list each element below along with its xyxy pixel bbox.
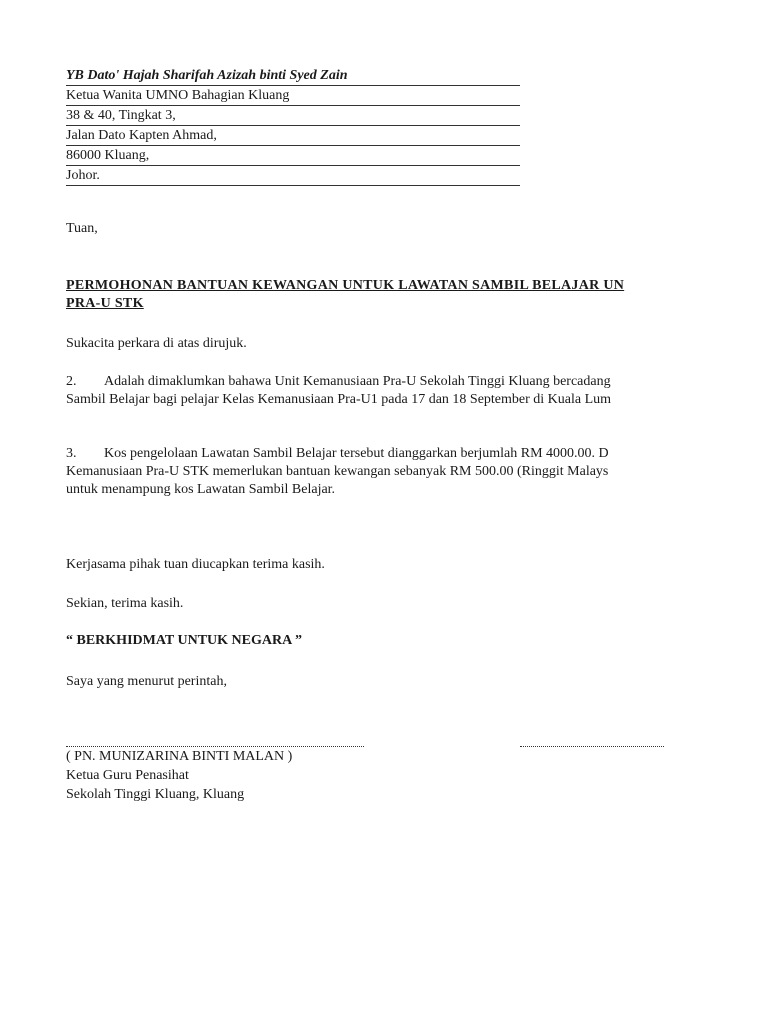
closing: Saya yang menurut perintah, — [66, 674, 227, 689]
subject-heading — [66, 277, 664, 313]
signature-line — [66, 746, 364, 747]
paragraph-2 — [66, 373, 664, 409]
recipient-address-block — [66, 66, 520, 186]
signatory-school: Sekolah Tinggi Kluang, Kluang — [66, 787, 245, 802]
motto: “ BERKHIDMAT UNTUK NEGARA ” — [66, 633, 302, 648]
recipient-address-line: Johor. — [66, 166, 520, 186]
paragraph-3-line-2: Kemanusiaan Pra-U STK memerlukan bantuan kewangan sebanyak RM 500.00 (Ringgit Malays — [66, 464, 609, 479]
signatory-name: ( PN. MUNIZARINA BINTI MALAN ) — [66, 749, 293, 764]
recipient-address-line: Jalan Dato Kapten Ahmad, — [66, 126, 520, 146]
paragraph-3 — [66, 445, 664, 499]
recipient-name: YB Dato' Hajah Sharifah Azizah binti Syed Zain — [66, 66, 520, 86]
subject-line-1: PERMOHONAN BANTUAN KEWANGAN UNTUK LAWATAN SAMBIL BELAJAR UN — [66, 278, 625, 293]
signatory-title: Ketua Guru Penasihat — [66, 768, 189, 783]
paragraph-2-line-2: Sambil Belajar bagi pelajar Kelas Kemanusiaan Pra-U1 pada 17 dan 18 September di Kuala Lum — [66, 392, 612, 407]
subject-line-2: PRA-U STK — [66, 296, 144, 311]
signature-line — [520, 746, 664, 747]
salutation: Tuan, — [66, 221, 98, 236]
paragraph-3-line-3: untuk menampung kos Lawatan Sambil Belajar. — [66, 482, 336, 497]
recipient-address-line: 86000 Kluang, — [66, 146, 520, 166]
paragraph-2-line-1: Adalah dimaklumkan bahawa Unit Kemanusiaan Pra-U Sekolah Tinggi Kluang bercadang — [104, 374, 611, 389]
recipient-address-line: 38 & 40, Tingkat 3, — [66, 106, 520, 126]
recipient-address-line: Ketua Wanita UMNO Bahagian Kluang — [66, 86, 520, 106]
paragraph-number: 2. — [66, 374, 77, 389]
paragraph-5: Sekian, terima kasih. — [66, 596, 184, 611]
paragraph-1: Sukacita perkara di atas dirujuk. — [66, 336, 247, 351]
paragraph-4: Kerjasama pihak tuan diucapkan terima kasih. — [66, 557, 325, 572]
paragraph-3-line-1: Kos pengelolaan Lawatan Sambil Belajar tersebut dianggarkan berjumlah RM 4000.00. D — [104, 446, 609, 461]
paragraph-number: 3. — [66, 446, 77, 461]
